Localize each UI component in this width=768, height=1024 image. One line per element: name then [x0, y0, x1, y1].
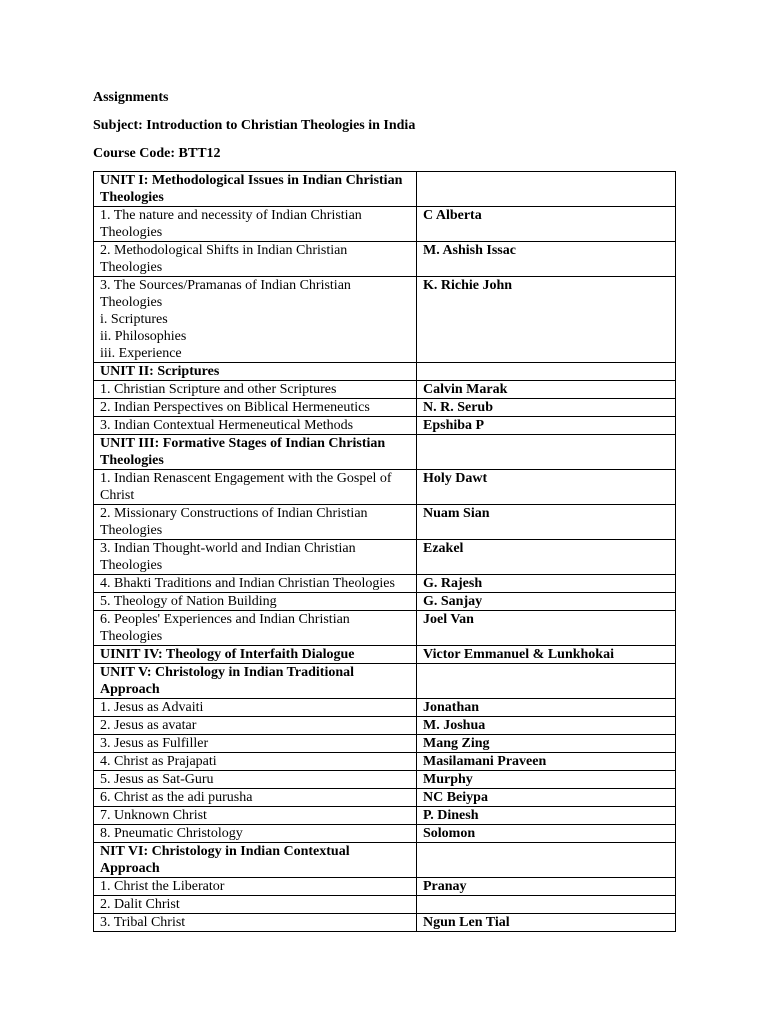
topic-cell	[94, 896, 417, 914]
assignee-cell: M. Joshua	[417, 717, 676, 735]
unit-heading-row	[94, 172, 676, 207]
topic-row	[94, 789, 676, 807]
subtopic-text: ii. Philosophies	[100, 329, 187, 344]
unit-title-cell	[94, 172, 417, 207]
unit-heading-row	[94, 363, 676, 381]
topic-cell	[94, 381, 417, 399]
assignee-cell: M. Ashish Issac	[417, 242, 676, 277]
topic-text: 4. Christ as Prajapati	[100, 754, 217, 769]
topic-text: 2. Jesus as avatar	[100, 718, 197, 733]
course-code-line: Course Code: BTT12	[93, 146, 221, 161]
topic-text: 2. Dalit Christ	[100, 897, 180, 912]
topic-cell	[94, 540, 417, 575]
topic-cell	[94, 914, 417, 932]
topic-row	[94, 699, 676, 717]
topic-text: 1. Christian Scripture and other Scriptures	[100, 382, 337, 397]
unit-heading-row	[94, 843, 676, 878]
topic-text: 3. Jesus as Fulfiller	[100, 736, 209, 751]
subtopic-text: i. Scriptures	[100, 312, 168, 327]
assignee-cell: K. Richie John	[417, 277, 676, 363]
assignee-cell: NC Beiypa	[417, 789, 676, 807]
assignment-table	[93, 171, 676, 932]
topic-text: UNIT II: Scriptures	[100, 364, 220, 379]
topic-row	[94, 753, 676, 771]
assignee-cell	[417, 896, 676, 914]
topic-cell	[94, 717, 417, 735]
topic-text: 7. Unknown Christ	[100, 808, 207, 823]
topic-row	[94, 381, 676, 399]
topic-cell	[94, 611, 417, 646]
assignee-cell: Pranay	[417, 878, 676, 896]
topic-text: 2. Methodological Shifts in Indian Christian Theologies	[100, 243, 348, 275]
assignee-cell: Calvin Marak	[417, 381, 676, 399]
topic-text: 1. The nature and necessity of Indian Christian Theologies	[100, 208, 362, 240]
topic-text: 1. Christ the Liberator	[100, 879, 225, 894]
topic-text: 5. Theology of Nation Building	[100, 594, 277, 609]
topic-text: UNIT III: Formative Stages of Indian Christian Theologies	[100, 436, 386, 468]
assignee-cell	[417, 843, 676, 878]
unit-title-cell	[94, 435, 417, 470]
assignee-cell: G. Sanjay	[417, 593, 676, 611]
topic-row	[94, 470, 676, 505]
topic-row	[94, 242, 676, 277]
topic-text: 1. Jesus as Advaiti	[100, 700, 204, 715]
topic-row	[94, 807, 676, 825]
unit-heading-row	[94, 664, 676, 699]
assignee-cell: Victor Emmanuel & Lunkhokai	[417, 646, 676, 664]
assignee-cell: Nuam Sian	[417, 505, 676, 540]
assignee-cell: Epshiba P	[417, 417, 676, 435]
topic-row	[94, 593, 676, 611]
assignment-table-body	[94, 172, 676, 932]
assignee-cell: Jonathan	[417, 699, 676, 717]
topic-text: 5. Jesus as Sat-Guru	[100, 772, 214, 787]
topic-cell	[94, 242, 417, 277]
subject-line: Subject: Introduction to Christian Theologies in India	[93, 118, 416, 133]
unit-title-cell	[94, 664, 417, 699]
topic-text: 2. Missionary Constructions of Indian Christian Theologies	[100, 506, 368, 538]
topic-row	[94, 277, 676, 363]
topic-cell	[94, 825, 417, 843]
topic-text: 3. Tribal Christ	[100, 915, 186, 930]
topic-text: 1. Indian Renascent Engagement with the Gospel of Christ	[100, 471, 392, 503]
topic-text: 3. Indian Thought-world and Indian Christian Theologies	[100, 541, 356, 573]
topic-text: 3. Indian Contextual Hermeneutical Methods	[100, 418, 354, 433]
topic-cell	[94, 207, 417, 242]
assignee-cell: P. Dinesh	[417, 807, 676, 825]
topic-row	[94, 914, 676, 932]
assignee-cell	[417, 172, 676, 207]
assignee-cell: Joel Van	[417, 611, 676, 646]
topic-cell	[94, 575, 417, 593]
topic-row	[94, 717, 676, 735]
topic-cell	[94, 417, 417, 435]
assignee-cell	[417, 435, 676, 470]
topic-row	[94, 611, 676, 646]
unit-title-cell	[94, 843, 417, 878]
assignee-cell: Masilamani Praveen	[417, 753, 676, 771]
topic-row	[94, 505, 676, 540]
topic-text: NIT VI: Christology in Indian Contextual Approach	[100, 844, 350, 876]
assignee-cell: C Alberta	[417, 207, 676, 242]
unit-title-cell	[94, 363, 417, 381]
topic-row	[94, 575, 676, 593]
topic-cell	[94, 277, 417, 363]
assignee-cell	[417, 363, 676, 381]
topic-cell	[94, 505, 417, 540]
topic-row	[94, 207, 676, 242]
topic-text: 3. The Sources/Pramanas of Indian Christian Theologies	[100, 278, 351, 310]
topic-cell	[94, 399, 417, 417]
topic-cell	[94, 878, 417, 896]
topic-cell	[94, 470, 417, 505]
topic-row	[94, 896, 676, 914]
topic-row	[94, 771, 676, 789]
document-title: Assignments	[93, 90, 169, 105]
assignee-cell: Solomon	[417, 825, 676, 843]
topic-text: 4. Bhakti Traditions and Indian Christian Theologies	[100, 576, 395, 591]
topic-cell	[94, 807, 417, 825]
assignee-cell: N. R. Serub	[417, 399, 676, 417]
assignee-cell: Murphy	[417, 771, 676, 789]
topic-cell	[94, 789, 417, 807]
topic-cell	[94, 593, 417, 611]
assignee-cell	[417, 664, 676, 699]
topic-row	[94, 540, 676, 575]
topic-text: 6. Christ as the adi purusha	[100, 790, 253, 805]
topic-cell	[94, 771, 417, 789]
topic-row	[94, 417, 676, 435]
topic-cell	[94, 753, 417, 771]
assignee-cell: Ezakel	[417, 540, 676, 575]
unit-title-cell	[94, 646, 417, 664]
topic-row	[94, 735, 676, 753]
assignee-cell: Mang Zing	[417, 735, 676, 753]
topic-text: 2. Indian Perspectives on Biblical Hermeneutics	[100, 400, 370, 415]
unit-heading-row	[94, 646, 676, 664]
assignee-cell: Holy Dawt	[417, 470, 676, 505]
topic-row	[94, 878, 676, 896]
subtopic-text: iii. Experience	[100, 346, 182, 361]
topic-row	[94, 825, 676, 843]
unit-heading-row	[94, 435, 676, 470]
assignee-cell: G. Rajesh	[417, 575, 676, 593]
topic-text: 8. Pneumatic Christology	[100, 826, 243, 841]
topic-text: UNIT V: Christology in Indian Traditional Approach	[100, 665, 355, 697]
topic-cell	[94, 735, 417, 753]
topic-text: UNIT I: Methodological Issues in Indian Christian Theologies	[100, 173, 403, 205]
assignee-cell: Ngun Len Tial	[417, 914, 676, 932]
topic-row	[94, 399, 676, 417]
topic-text: 6. Peoples' Experiences and Indian Christian Theologies	[100, 612, 350, 644]
topic-text: UINIT IV: Theology of Interfaith Dialogue	[100, 647, 355, 662]
topic-cell	[94, 699, 417, 717]
